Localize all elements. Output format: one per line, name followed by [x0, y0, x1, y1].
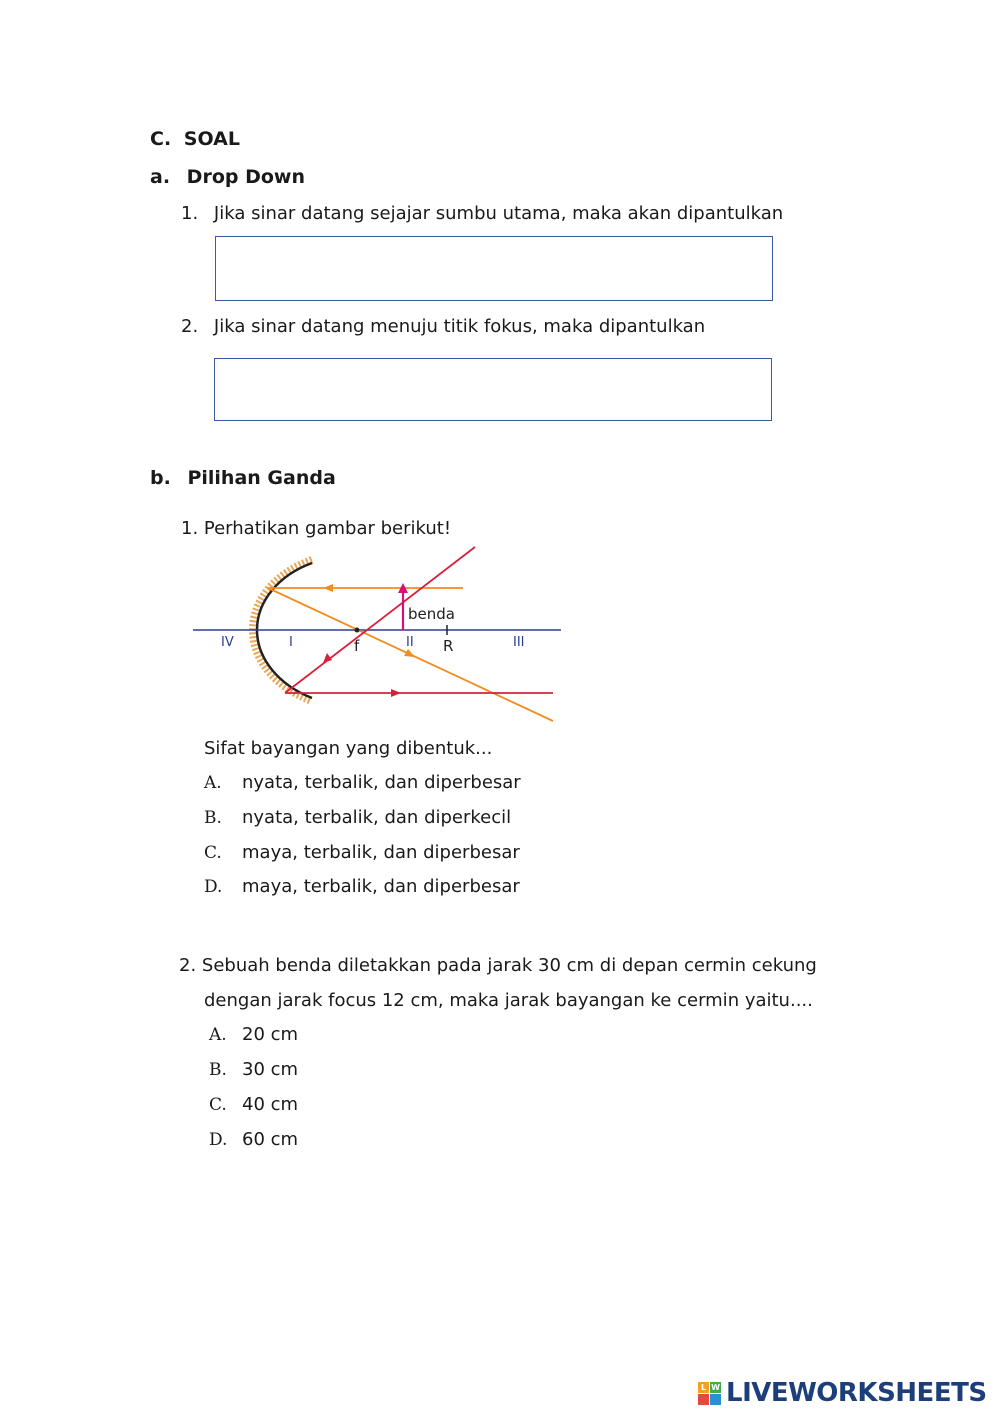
dropdown-question-2	[181, 316, 705, 337]
part-a-title: Drop Down	[186, 166, 305, 188]
logo-text: LIVEWORKSHEETS	[726, 1378, 987, 1408]
dropdown-question-1	[181, 203, 783, 224]
option-d[interactable]	[204, 876, 520, 897]
option-c[interactable]	[209, 1094, 298, 1115]
logo-block-l: L	[698, 1382, 709, 1393]
option-text: 60 cm	[242, 1129, 299, 1150]
orange-arrow-head	[323, 584, 333, 592]
section-heading	[150, 128, 240, 150]
option-a[interactable]	[204, 772, 521, 793]
option-a[interactable]	[209, 1024, 298, 1045]
red-arrow-head	[391, 689, 401, 697]
option-text: 20 cm	[242, 1024, 299, 1045]
label-iii: III	[513, 635, 525, 650]
liveworksheets-logo	[698, 1378, 994, 1412]
option-d[interactable]	[209, 1129, 298, 1150]
label-i: I	[289, 635, 293, 650]
logo-block-blue	[710, 1394, 721, 1405]
label-f: f	[354, 637, 360, 655]
label-iv: IV	[221, 635, 234, 650]
option-text: nyata, terbalik, dan diperbesar	[242, 772, 521, 793]
section-letter: C.	[150, 128, 172, 150]
part-b-title: Pilihan Ganda	[187, 467, 336, 489]
option-text: nyata, terbalik, dan diperkecil	[242, 807, 512, 828]
label-r: R	[443, 637, 454, 655]
dropdown-answer-2[interactable]	[214, 358, 772, 421]
label-benda: benda	[408, 605, 455, 623]
concave-mirror-diagram	[185, 545, 565, 730]
option-letter: A.	[209, 1025, 227, 1045]
option-letter: D.	[209, 1130, 228, 1150]
focal-point	[355, 628, 360, 633]
mc-question-1-prompt: 1. Perhatikan gambar berikut!	[181, 518, 452, 539]
mc-question-1-text: Sifat bayangan yang dibentuk...	[204, 738, 493, 759]
question-text: Jika sinar datang menuju titik fokus, maka dipantulkan	[213, 316, 706, 337]
option-letter: B.	[209, 1060, 227, 1080]
part-a-heading	[150, 166, 305, 188]
option-letter: C.	[209, 1095, 227, 1115]
logo-icon	[698, 1382, 722, 1406]
option-letter: B.	[204, 808, 222, 828]
part-b-letter: b.	[150, 467, 171, 489]
question-text: Jika sinar datang sejajar sumbu utama, maka akan dipantulkan	[213, 203, 784, 224]
mc-question-2-line-1: 2. Sebuah benda diletakkan pada jarak 30 cm di depan cermin cekung	[179, 955, 817, 976]
option-b[interactable]	[209, 1059, 298, 1080]
part-b-heading	[150, 467, 336, 489]
logo-block-w: W	[711, 1383, 720, 1392]
option-text: maya, terbalik, dan diperbesar	[242, 842, 520, 863]
part-a-letter: a.	[150, 166, 171, 188]
dropdown-answer-1[interactable]	[215, 236, 773, 301]
mc-question-2-line-2: dengan jarak focus 12 cm, maka jarak bayangan ke cermin yaitu....	[204, 990, 813, 1011]
question-number: 2.	[181, 316, 199, 337]
option-letter: A.	[204, 773, 222, 793]
logo-block-red	[698, 1394, 709, 1405]
option-letter: C.	[204, 843, 222, 863]
option-text: 30 cm	[242, 1059, 299, 1080]
option-letter: D.	[204, 877, 223, 897]
option-text: maya, terbalik, dan diperbesar	[242, 876, 520, 897]
section-title: SOAL	[183, 128, 240, 150]
label-ii: II	[406, 635, 414, 650]
option-text: 40 cm	[242, 1094, 299, 1115]
question-number: 1.	[181, 203, 199, 224]
option-c[interactable]	[204, 842, 520, 863]
option-b[interactable]	[204, 807, 511, 828]
